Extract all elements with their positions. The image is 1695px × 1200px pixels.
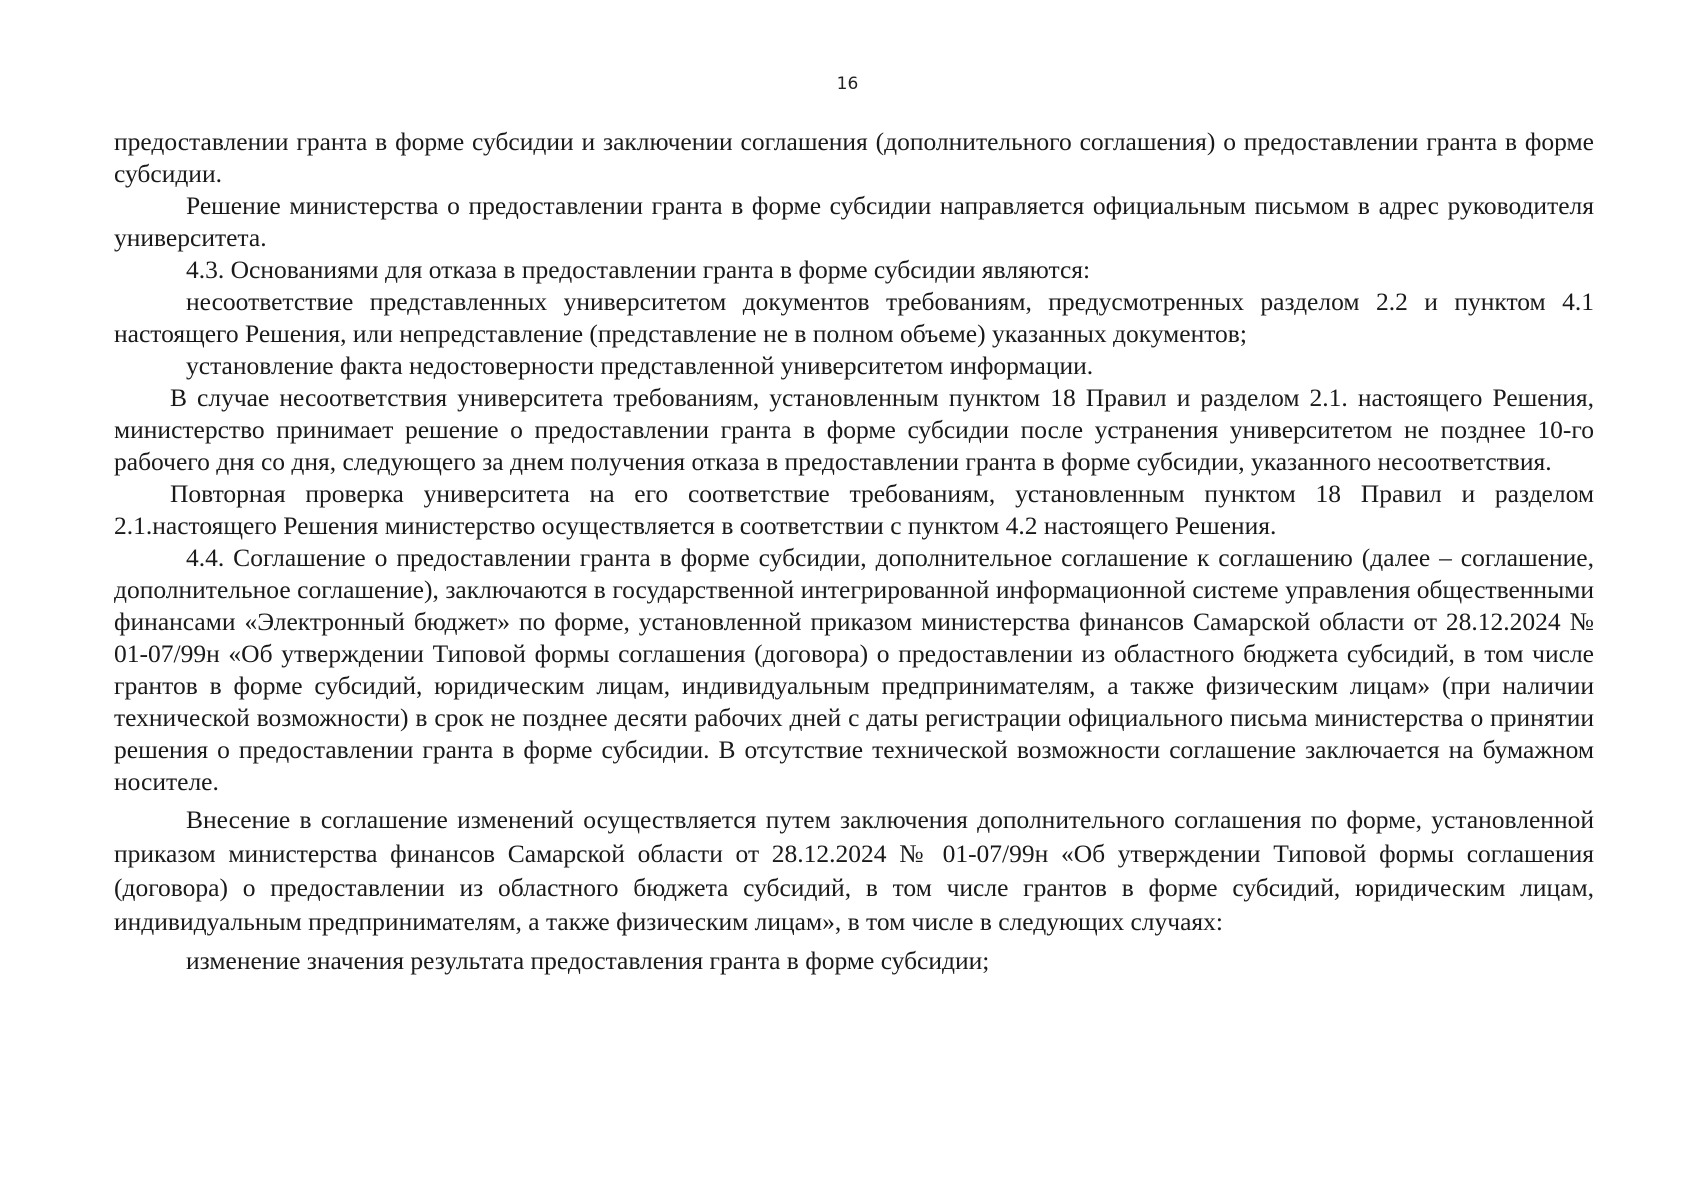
paragraph-non-compliance-case: В случае несоответствия университета требованиям, установленным пунктом 18 Правил и разделом 2.1. настоящего Решения, министерство принимает решение о предоставлении гранта в форме субсидии после устранения университетом не позднее 10-го рабочего дня со дня, следующего за днем получения отказа в предоставлении гранта в форме субсидии, указанного несоответствия. <box>114 383 1594 476</box>
paragraph-4-4-agreement: 4.4. Соглашение о предоставлении гранта в форме субсидии, дополнительное соглашение к соглашению (далее – соглашение, дополнительное соглашение), заключаются в государственной интегрированной информационной системе управления общественными финансами «Электронный бюджет» по форме, установленной приказом министерства финансов Самарской области от 28.12.2024 № 01-07/99н «Об утверждении Типовой формы соглашения (договора) о предоставлении из областного бюджета субсидий, в том числе грантов в форме субсидий, юридическим лицам, индивидуальным предпринимателям, а также физическим лицам» (при наличии технической возможности) в срок не позднее десяти рабочих дней с даты регистрации официального письма министерства о принятии решения о предоставлении гранта в форме субсидии. В отсутствие технической возможности соглашение заключается на бумажном носителе. <box>114 543 1594 796</box>
paragraph-unreliable-information: установление факта недостоверности представленной университетом информации. <box>186 351 1094 380</box>
paragraph-4-3-heading: 4.3. Основаниями для отказа в предоставлении гранта в форме субсидии являются: <box>186 255 1091 284</box>
paragraph-repeat-check: Повторная проверка университета на его соответствие требованиям, установленным пунктом 18 Правил и разделом 2.1.настоящего Решения министерство осуществляется в соответствии с пунктом 4.2 настоящего Решения. <box>114 479 1594 540</box>
paragraph-continuation: предоставлении гранта в форме субсидии и заключении соглашения (дополнительного соглашения) о предоставлении гранта в форме субсидии. <box>114 127 1594 188</box>
paragraph-amendments: Внесение в соглашение изменений осуществляется путем заключения дополнительного соглашения по форме, установленной приказом министерства финансов Самарской области от 28.12.2024 № 01-07/99н «Об утверждении Типовой формы соглашения (договора) о предоставлении из областного бюджета субсидий, в том числе грантов в форме субсидий, юридическим лицам, индивидуальным предпринимателям, а также физическим лицам», в том числе в следующих случаях: <box>114 805 1594 936</box>
paragraph-non-compliance-documents: несоответствие представленных университетом документов требованиям, предусмотренных разделом 2.2 и пунктом 4.1 настоящего Решения, или непредставление (представление не в полном объеме) указанных документов; <box>114 287 1594 348</box>
paragraph-result-change: изменение значения результата предоставления гранта в форме субсидии; <box>186 946 990 975</box>
document-body <box>114 126 1594 978</box>
paragraph-decision-letter: Решение министерства о предоставлении гранта в форме субсидии направляется официальным письмом в адрес руководителя университета. <box>114 191 1594 252</box>
page-number: 16 <box>836 74 859 94</box>
